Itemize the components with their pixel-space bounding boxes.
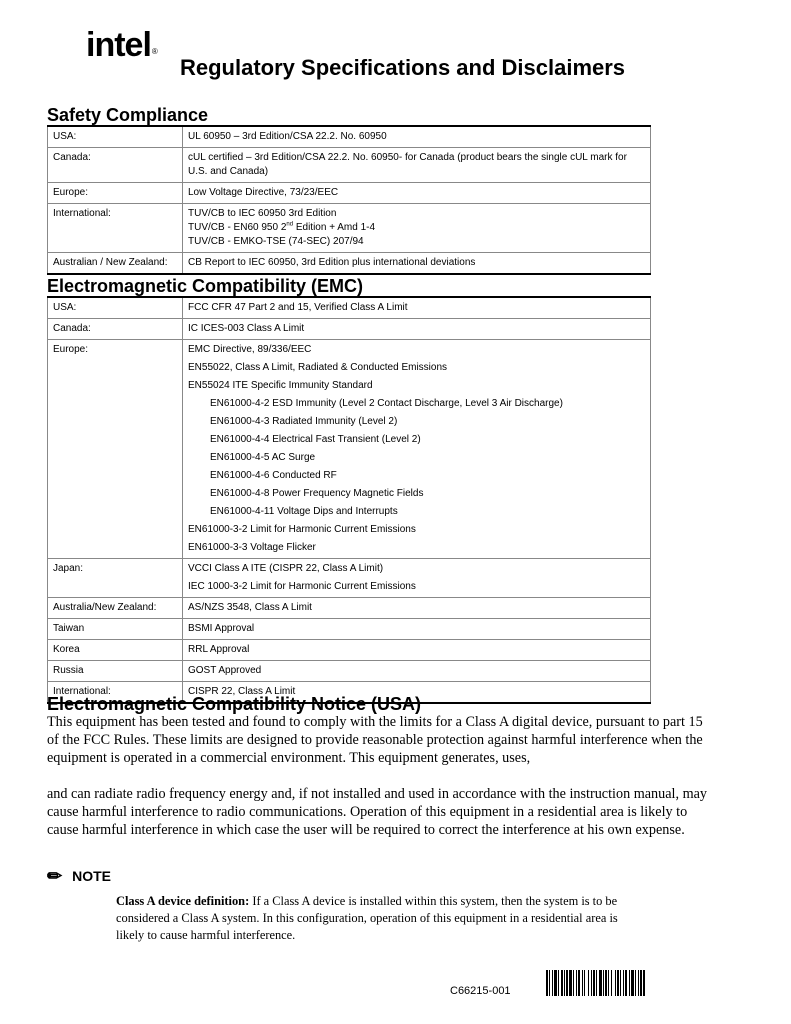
row-label: Taiwan <box>48 619 183 640</box>
row-line: EN61000-4-3 Radiated Immunity (Level 2) <box>210 416 398 427</box>
row-line: EN61000-4-8 Power Frequency Magnetic Fields <box>210 488 424 499</box>
table-row <box>48 340 651 559</box>
note-header: ✏ NOTE <box>47 866 111 886</box>
row-line: EN61000-4-2 ESD Immunity (Level 2 Contact Discharge, Level 3 Air Discharge) <box>210 398 563 409</box>
row-value: GOST Approved <box>183 661 651 682</box>
table-row <box>48 253 651 275</box>
row-label: Australian / New Zealand: <box>48 253 183 275</box>
row-line: EMC Directive, 89/336/EEC <box>188 344 312 355</box>
row-line: EN61000-4-5 AC Surge <box>210 452 316 463</box>
row-value: UL 60950 – 3rd Edition/CSA 22.2. No. 60950 <box>183 126 651 148</box>
row-label: Japan: <box>48 559 183 598</box>
row-label: International: <box>48 682 183 704</box>
table-row <box>48 126 651 148</box>
row-value: cUL certified – 3rd Edition/CSA 22.2. No. 60950- for Canada (product bears the single cUL mark for U.S. and Canada) <box>183 148 651 183</box>
row-value: BSMI Approval <box>183 619 651 640</box>
row-label: Canada: <box>48 148 183 183</box>
row-label: Canada: <box>48 319 183 340</box>
table-row <box>48 297 651 319</box>
notice-paragraph: This equipment has been tested and found to comply with the limits for a Class A digital device, pursuant to part 15 of the FCC Rules. These limits are designed to provide reasonable protection against harmful interference when the equipment is operated in a commercial environment. This equipment generates, uses, <box>47 714 703 766</box>
safety-table <box>47 125 651 275</box>
safety-heading: Safety Compliance <box>47 105 209 125</box>
row-line: TUV/CB - EN60 950 2nd Edition + Amd 1-4 <box>188 221 376 233</box>
notice-paragraph: and can radiate radio frequency energy and, if not installed and used in accordance with the instruction manual, may cause harmful interference to radio communications. Operation of this equipment in a residential area is likely to cause harmful interference in which case the user will be required to correct the interference at his own expense. <box>47 786 708 838</box>
row-line: EN61000-3-3 Voltage Flicker <box>188 542 316 553</box>
emc-notice-heading: Electromagnetic Compatibility Notice (USA) <box>47 694 422 714</box>
page-title: Regulatory Specifications and Disclaimers <box>180 55 626 80</box>
row-line: TUV/CB - EMKO-TSE (74-SEC) 207/94 <box>188 236 364 247</box>
intel-logo: intel® <box>86 26 157 64</box>
row-value: IC ICES-003 Class A Limit <box>183 319 651 340</box>
row-label: Australia/New Zealand: <box>48 598 183 619</box>
table-row <box>48 319 651 340</box>
row-value <box>183 559 651 598</box>
row-label: Russia <box>48 661 183 682</box>
row-value: CB Report to IEC 60950, 3rd Edition plus international deviations <box>183 253 651 275</box>
row-value <box>183 204 651 253</box>
table-row <box>48 640 651 661</box>
row-label: International: <box>48 204 183 253</box>
row-label: USA: <box>48 126 183 148</box>
emc-table <box>47 296 651 704</box>
row-label: Europe: <box>48 340 183 559</box>
row-value: RRL Approval <box>183 640 651 661</box>
table-row <box>48 598 651 619</box>
note-text: Class A device definition: If a Class A device is installed within this system, then the system is to be considered a Class A system. In this configuration, operation of this equipment in a residential area is likely to cause harmful interference. <box>116 894 618 942</box>
row-line: TUV/CB to IEC 60950 3rd Edition <box>188 208 337 219</box>
row-line: EN55024 ITE Specific Immunity Standard <box>188 380 373 391</box>
table-row <box>48 619 651 640</box>
row-label: Korea <box>48 640 183 661</box>
row-label: USA: <box>48 297 183 319</box>
row-value: AS/NZS 3548, Class A Limit <box>183 598 651 619</box>
emc-heading: Electromagnetic Compatibility (EMC) <box>47 276 364 296</box>
table-row <box>48 183 651 204</box>
row-line: EN61000-4-11 Voltage Dips and Interrupts <box>210 506 398 517</box>
pencil-icon: ✏ <box>47 866 63 886</box>
row-line: EN61000-4-4 Electrical Fast Transient (Level 2) <box>210 434 421 445</box>
row-line: EN55022, Class A Limit, Radiated & Conducted Emissions <box>188 362 448 373</box>
table-row <box>48 148 651 183</box>
document-number: C66215-001 <box>450 985 511 997</box>
row-value: CISPR 22, Class A Limit <box>183 682 651 704</box>
row-label: Europe: <box>48 183 183 204</box>
barcode-icon <box>546 970 704 996</box>
row-value: Low Voltage Directive, 73/23/EEC <box>183 183 651 204</box>
row-line: VCCI Class A ITE (CISPR 22, Class A Limit) <box>188 563 384 574</box>
table-row <box>48 204 651 253</box>
row-line: EN61000-4-6 Conducted RF <box>210 470 337 481</box>
row-line: EN61000-3-2 Limit for Harmonic Current Emissions <box>188 524 416 535</box>
table-row <box>48 559 651 598</box>
table-row <box>48 661 651 682</box>
row-value: FCC CFR 47 Part 2 and 15, Verified Class A Limit <box>183 297 651 319</box>
row-line: IEC 1000-3-2 Limit for Harmonic Current Emissions <box>188 581 416 592</box>
row-value <box>183 340 651 559</box>
